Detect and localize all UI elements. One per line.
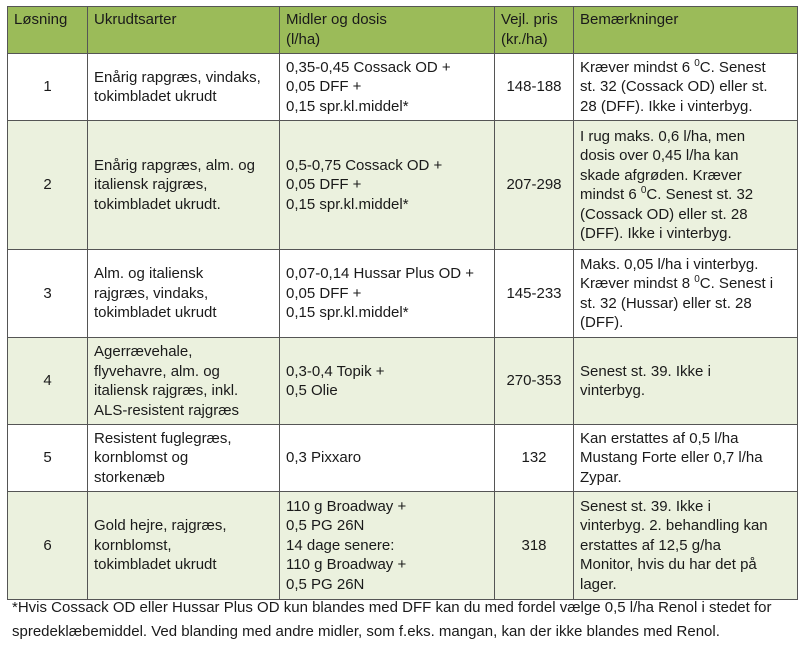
ukrudt-cell: Gold hejre, rajgræs, kornblomst, tokimbladet ukrudt — [88, 492, 280, 600]
herbicide-table — [7, 6, 798, 600]
midler-cell: 0,5-0,75 Cossack OD + 0,05 DFF + 0,15 spr.kl.middel* — [280, 121, 495, 250]
pris-cell: 132 — [495, 425, 574, 492]
midler-cell: 0,35-0,45 Cossack OD + 0,05 DFF + 0,15 spr.kl.middel* — [280, 54, 495, 121]
midler-cell: 0,07-0,14 Hussar Plus OD + 0,05 DFF + 0,15 spr.kl.middel* — [280, 250, 495, 338]
table-row — [8, 338, 798, 425]
header-losning: Løsning — [8, 7, 88, 54]
ukrudt-cell: Enårig rapgræs, vindaks, tokimbladet ukrudt — [88, 54, 280, 121]
bemaerkning-cell: I rug maks. 0,6 l/ha, men dosis over 0,45 l/ha kan skade afgrøden. Kræver mindst 6 $^0$C. Senest st. 32 (Cossack OD) eller st. 28 (DFF). Ikke i vinterbyg. — [574, 121, 798, 250]
table-row — [8, 121, 798, 250]
pris-cell: 145-233 — [495, 250, 574, 338]
bemaerkning-cell: Senest st. 39. Ikke i vinterbyg. 2. behandling kan erstattes af 12,5 g/ha Monitor, hvis du har det på lager. — [574, 492, 798, 600]
losning-cell: 5 — [8, 425, 88, 492]
pris-cell: 270-353 — [495, 338, 574, 425]
footnote: *Hvis Cossack OD eller Hussar Plus OD kun blandes med DFF kan du med fordel vælge 0,5 l/ha Renol i stedet for spredeklæbemiddel. Ved blanding med andre midler, som f.eks. mangan, kan der ikke blandes med Renol. — [12, 599, 772, 640]
bemaerkning-cell: Kræver mindst 6 $^0$C. Senest st. 32 (Cossack OD) eller st. 28 (DFF). Ikke i vinterbyg. — [574, 54, 798, 121]
losning-cell: 1 — [8, 54, 88, 121]
header-ukrudtsarter: Ukrudtsarter — [88, 7, 280, 54]
losning-cell: 2 — [8, 121, 88, 250]
losning-cell: 6 — [8, 492, 88, 600]
header-row — [8, 7, 798, 54]
ukrudt-cell: Alm. og italiensk rajgræs, vindaks, tokimbladet ukrudt — [88, 250, 280, 338]
bemaerkning-cell: Senest st. 39. Ikke i vinterbyg. — [574, 338, 798, 425]
bemaerkning-cell: Maks. 0,05 l/ha i vinterbyg. Kræver mindst 8 $^0$C. Senest i st. 32 (Hussar) eller st. 28 (DFF). — [574, 250, 798, 338]
table-row — [8, 54, 798, 121]
pris-cell: 318 — [495, 492, 574, 600]
pris-cell: 148-188 — [495, 54, 574, 121]
midler-cell: 0,3 Pixxaro — [280, 425, 495, 492]
midler-cell: 110 g Broadway + 0,5 PG 26N 14 dage senere: 110 g Broadway + 0,5 PG 26N — [280, 492, 495, 600]
ukrudt-cell: Resistent fuglegræs, kornblomst og storkenæb — [88, 425, 280, 492]
losning-cell: 4 — [8, 338, 88, 425]
table-row — [8, 250, 798, 338]
midler-cell: 0,3-0,4 Topik + 0,5 Olie — [280, 338, 495, 425]
losning-cell: 3 — [8, 250, 88, 338]
header-vejl-pris: Vejl. pris (kr./ha) — [495, 7, 574, 54]
table-row — [8, 425, 798, 492]
bemaerkning-cell: Kan erstattes af 0,5 l/ha Mustang Forte eller 0,7 l/ha Zypar. — [574, 425, 798, 492]
pris-cell: 207-298 — [495, 121, 574, 250]
ukrudt-cell: Agerrævehale, flyvehavre, alm. og italiensk rajgræs, inkl. ALS-resistent rajgræs — [88, 338, 280, 425]
header-midler-dosis: Midler og dosis (l/ha) — [280, 7, 495, 54]
header-bemaerkninger: Bemærkninger — [574, 7, 798, 54]
table-row — [8, 492, 798, 600]
ukrudt-cell: Enårig rapgræs, alm. og italiensk rajgræs, tokimbladet ukrudt. — [88, 121, 280, 250]
